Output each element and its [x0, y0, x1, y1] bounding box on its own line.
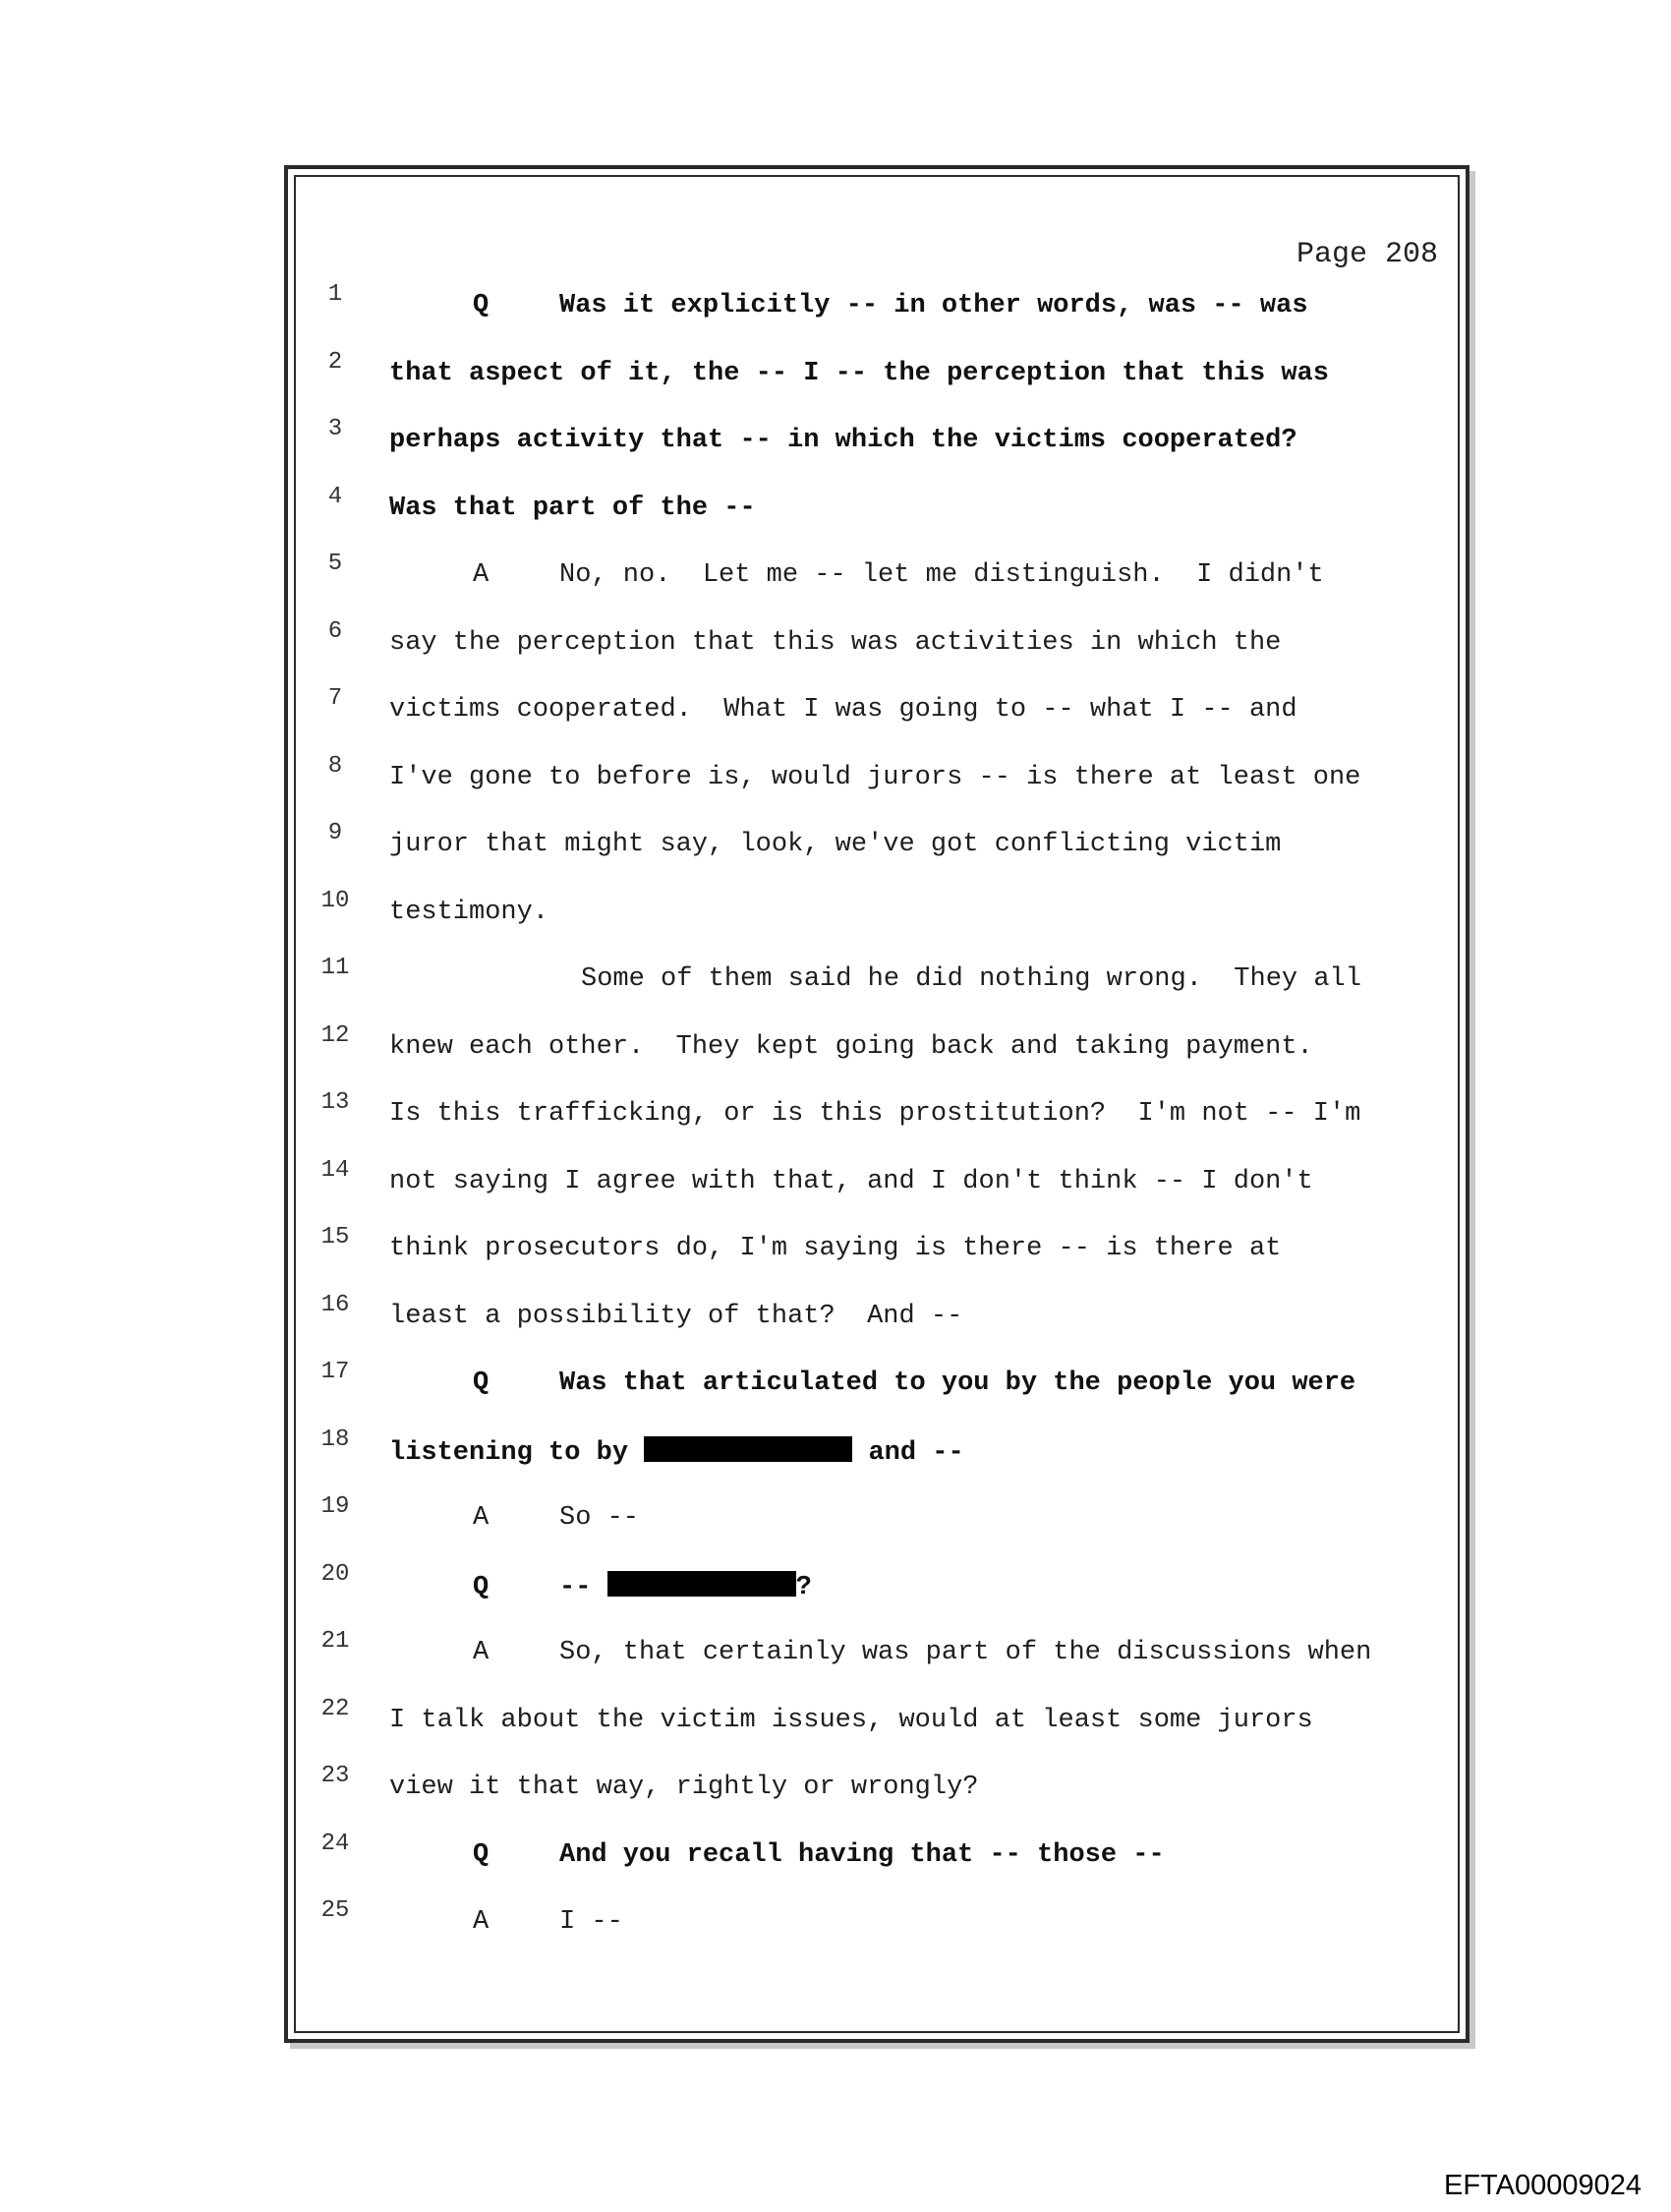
transcript-page-inner-border: [294, 175, 1460, 2033]
transcript-line: [296, 820, 1458, 883]
line-text: [389, 898, 548, 927]
line-text: [389, 1773, 979, 1802]
line-text: [389, 494, 756, 523]
line-content: think prosecutors do, I'm saying is there -- is there at: [389, 1234, 1282, 1263]
line-text: [581, 964, 1361, 994]
speaker-label: A: [473, 1503, 490, 1533]
speaker-label: Q: [473, 1368, 490, 1398]
line-text: [473, 1368, 1355, 1398]
line-content: I --: [559, 1907, 623, 1937]
line-number: 6: [327, 617, 343, 645]
transcript-line: [296, 1291, 1458, 1355]
line-content: Was that articulated to you by the people you were: [559, 1368, 1356, 1398]
line-text: [389, 359, 1329, 388]
line-number: 2: [327, 348, 343, 376]
line-number: 3: [327, 416, 343, 442]
line-text: [389, 830, 1281, 859]
line-text: [389, 1032, 1313, 1062]
line-content: say the perception that this was activities in which the: [389, 627, 1282, 658]
line-number: 22: [320, 1695, 350, 1722]
line-number: 12: [320, 1021, 350, 1049]
line-content: Is this trafficking, or is this prostitution? I'm not -- I'm: [389, 1099, 1361, 1129]
line-text: [473, 560, 1324, 590]
line-number: 9: [327, 820, 343, 846]
line-number: 14: [320, 1156, 350, 1184]
line-number: 24: [320, 1830, 350, 1857]
redaction-bar: [644, 1436, 852, 1462]
speaker-label: Q: [473, 291, 490, 320]
line-number: 13: [320, 1089, 350, 1116]
transcript-line: [296, 348, 1458, 412]
line-number: 19: [320, 1493, 350, 1520]
transcript-line: [296, 887, 1458, 951]
transcript-line: [296, 685, 1458, 748]
line-text: [389, 1706, 1313, 1735]
line-text-after-redaction: and --: [852, 1437, 964, 1468]
transcript-line: [296, 1359, 1458, 1422]
line-content: Was it explicitly -- in other words, was -- was: [559, 291, 1308, 320]
transcript-line: [296, 1021, 1458, 1085]
line-number: 21: [320, 1628, 350, 1655]
line-number: 7: [327, 685, 343, 712]
line-text: [389, 426, 1297, 455]
line-number: 17: [320, 1359, 350, 1385]
line-content: knew each other. They kept going back and taking payment.: [389, 1031, 1313, 1062]
transcript-line: [296, 281, 1458, 344]
line-text: [473, 1571, 812, 1602]
line-content: I talk about the victim issues, would at least some jurors: [389, 1705, 1313, 1735]
line-text-before-redaction: listening to by: [389, 1437, 645, 1468]
transcript-line: [296, 752, 1458, 816]
transcript-line: [296, 1089, 1458, 1152]
line-text: [389, 763, 1360, 792]
line-content: least a possibility of that? And --: [389, 1301, 963, 1331]
line-content: testimony.: [389, 897, 549, 927]
line-content: So --: [559, 1503, 640, 1533]
line-number: 8: [327, 752, 343, 780]
line-text: [389, 1302, 962, 1331]
line-number: 18: [320, 1426, 350, 1453]
line-text: [389, 1234, 1281, 1263]
transcript-line: [296, 1695, 1458, 1759]
page-number: Page 208: [1296, 238, 1438, 271]
transcript-line: [296, 1628, 1458, 1691]
line-number: 20: [320, 1560, 350, 1588]
speaker-label: A: [473, 560, 490, 590]
line-text-before-redaction: --: [559, 1572, 607, 1602]
speaker-label: A: [473, 1907, 490, 1937]
line-number: 25: [320, 1897, 350, 1924]
document-id: EFTA00009024: [1444, 2170, 1642, 2201]
line-number: 5: [327, 551, 343, 577]
line-text: [389, 1099, 1360, 1129]
line-content: not saying I agree with that, and I don't think -- I don't: [389, 1166, 1313, 1196]
line-text: [389, 695, 1297, 725]
transcript-page-frame: [284, 165, 1469, 2043]
line-content: perhaps activity that -- in which the victims cooperated?: [389, 426, 1297, 455]
transcript-line: [296, 1493, 1458, 1556]
line-text: [389, 1436, 964, 1468]
speaker-label: A: [473, 1638, 490, 1667]
line-number: 16: [320, 1291, 350, 1318]
transcript-line: [296, 1560, 1458, 1624]
line-content: And you recall having that -- those --: [559, 1839, 1165, 1870]
line-content: view it that way, rightly or wrongly?: [389, 1773, 979, 1802]
line-text: [389, 628, 1281, 658]
line-content: that aspect of it, the -- I -- the perception that this was: [389, 358, 1329, 388]
transcript-line: [296, 1897, 1458, 1960]
transcript-line: [296, 551, 1458, 613]
line-content: juror that might say, look, we've got conflicting victim: [389, 830, 1282, 859]
line-content: So, that certainly was part of the discussions when: [559, 1638, 1372, 1667]
line-content: I've gone to before is, would jurors -- is there at least one: [389, 762, 1361, 792]
transcript-line: [296, 416, 1458, 479]
transcript-line: [296, 1426, 1458, 1489]
line-number: 23: [320, 1763, 350, 1789]
speaker-label: Q: [473, 1572, 490, 1602]
transcript-line: [296, 617, 1458, 681]
line-text-after-redaction: ?: [795, 1572, 812, 1602]
transcript-line: [296, 1156, 1458, 1220]
line-content: victims cooperated. What I was going to -- what I -- and: [389, 695, 1297, 725]
line-text: [473, 1638, 1371, 1667]
line-text: [473, 1907, 623, 1937]
transcript-line: [296, 1224, 1458, 1287]
line-number: 15: [320, 1224, 350, 1251]
line-content: No, no. Let me -- let me distinguish. I didn't: [559, 560, 1324, 590]
line-content: Some of them said he did nothing wrong. They all: [581, 964, 1361, 994]
line-text: [473, 1503, 639, 1533]
line-number: 1: [327, 281, 343, 308]
redaction-bar: [607, 1571, 796, 1597]
line-text: [473, 1840, 1165, 1870]
transcript-line: [296, 955, 1458, 1018]
line-text: [389, 1167, 1313, 1196]
line-number: 10: [320, 887, 350, 914]
transcript-line: [296, 1763, 1458, 1826]
line-content: Was that part of the --: [389, 493, 756, 523]
line-number: 4: [327, 483, 343, 510]
transcript-line: [296, 483, 1458, 547]
line-number: 11: [320, 955, 350, 981]
speaker-label: Q: [473, 1839, 490, 1870]
transcript-line: [296, 1830, 1458, 1893]
line-text: [473, 291, 1308, 320]
